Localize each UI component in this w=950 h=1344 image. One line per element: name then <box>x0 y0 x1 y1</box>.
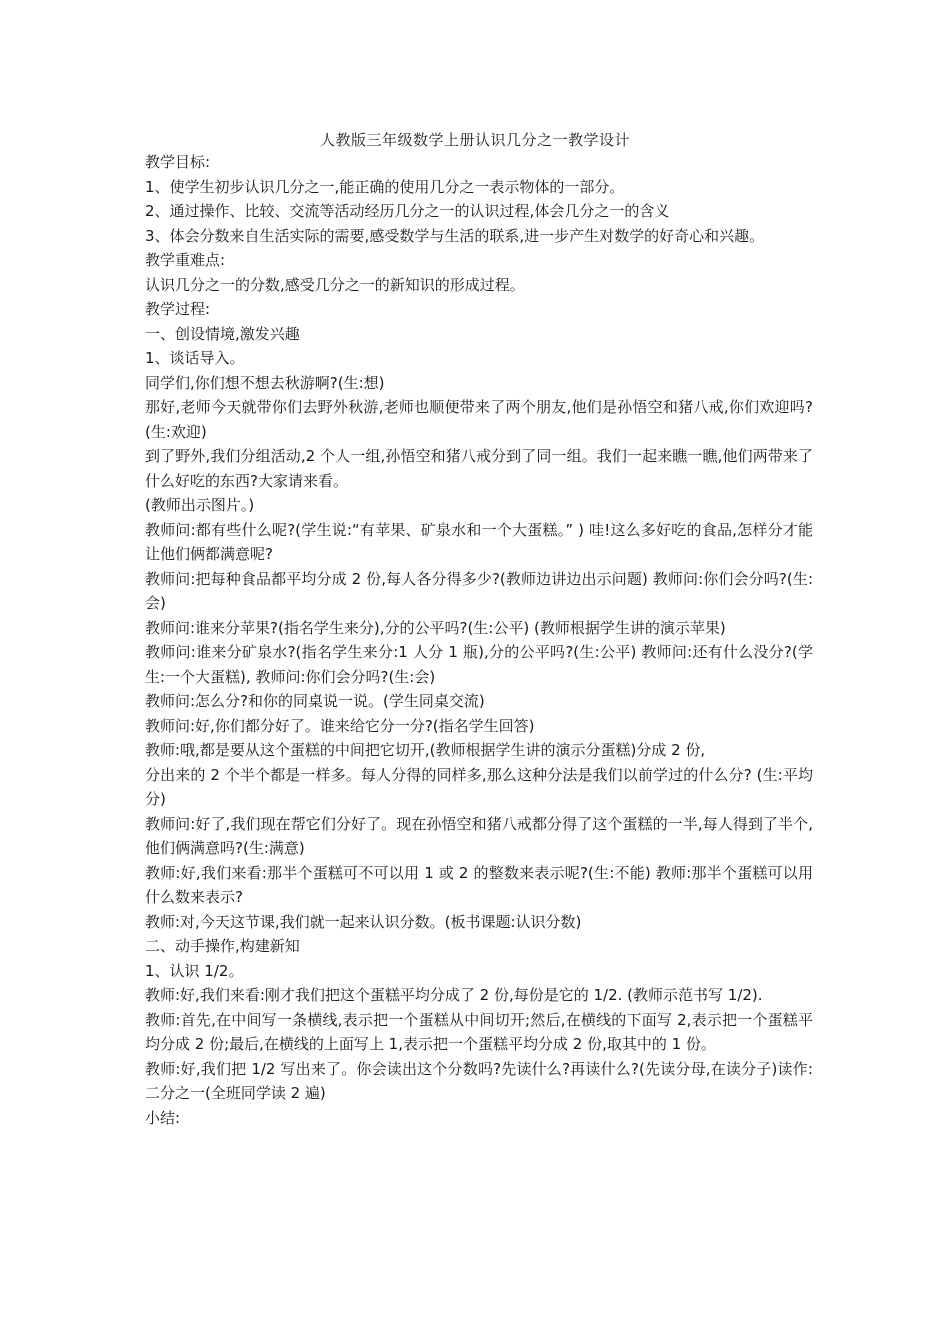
document-paragraph: 2、通过操作、比较、交流等活动经历几分之一的认识过程,体会几分之一的含义 <box>145 202 670 220</box>
document-paragraph: 1、谈话导入。 <box>145 349 245 367</box>
document-paragraph: 1、使学生初步认识几分之一,能正确的使用几分之一表示物体的一部分。 <box>145 177 625 196</box>
document-title: 人教版三年级数学上册认识几分之一教学设计 <box>319 131 630 149</box>
document-paragraph: 教师:对,今天这节课,我们就一起来认识分数。(板书课题:认识分数) <box>145 912 582 931</box>
document-body <box>145 150 813 1130</box>
document-paragraph: 教师问:把每种食品都平均分成 2 份,每人各分得多少?(教师边讲边出示问题) 教师问:你们会分吗?(生:会) <box>145 569 813 612</box>
document-paragraph: 分出来的 2 个半个都是一样多。每人分得的同样多,那么这种分法是我们以前学过的什么分? (生:平均分) <box>145 765 813 808</box>
document-paragraph: 教师问:好了,我们现在帮它们分好了。现在孙悟空和猪八戒都分得了这个蛋糕的一半,每人得到了半个,他们俩满意吗?(生:满意) <box>145 814 813 857</box>
document-paragraph: 同学们,你们想不想去秋游啊?(生:想) <box>145 373 385 392</box>
document-paragraph: 教师问:谁来分苹果?(指名学生来分),分的公平吗?(生:公平) (教师根据学生讲的演示苹果) <box>145 618 726 637</box>
document-paragraph: 教学重难点: <box>145 251 226 269</box>
document-paragraph: 教师:好,我们来看:那半个蛋糕可不可以用 1 或 2 的整数来表示呢?(生:不能) 教师:那半个蛋糕可以用什么数来表示? <box>145 863 813 906</box>
document-paragraph: 那好,老师今天就带你们去野外秋游,老师也顺便带来了两个朋友,他们是孙悟空和猪八戒,你们欢迎吗?(生:欢迎) <box>145 398 813 441</box>
document-paragraph: 教师问:谁来分矿泉水?(指名学生来分:1 人分 1 瓶),分的公平吗?(生:公平) 教师问:还有什么没分?(学生:一个大蛋糕), 教师问:你们会分吗?(生:会) <box>145 643 813 686</box>
document-paragraph: 一、创设情境,激发兴趣 <box>145 324 300 343</box>
document-paragraph: 3、体会分数来自生活实际的需要,感受数学与生活的联系,进一步产生对数学的好奇心和兴趣。 <box>145 226 765 245</box>
document-paragraph: (教师出示图片。) <box>145 496 255 514</box>
document-paragraph: 到了野外,我们分组活动,2 个人一组,孙悟空和猪八戒分到了同一组。我们一起来瞧一瞧,他们两带来了什么好吃的东西?大家请来看。 <box>145 447 813 490</box>
document-paragraph: 教师:哦,都是要从这个蛋糕的中间把它切开,(教师根据学生讲的演示分蛋糕)分成 2 份, <box>145 741 706 759</box>
document-paragraph: 小结: <box>145 1108 181 1127</box>
document-paragraph: 教师问:怎么分?和你的同桌说一说。(学生同桌交流) <box>145 692 485 710</box>
document-paragraph: 教师问:都有些什么呢?(学生说:“有苹果、矿泉水和一个大蛋糕。” ) 哇!这么多好吃的食品,怎样分才能让他们俩都满意呢? <box>145 520 813 563</box>
document-paragraph: 教师问:好,你们都分好了。谁来给它分一分?(指名学生回答) <box>145 716 535 735</box>
document-paragraph: 教师:首先,在中间写一条横线,表示把一个蛋糕从中间切开;然后,在横线的下面写 2,表示把一个蛋糕平均分成 2 份;最后,在横线的上面写上 1,表示把一个蛋糕平均分成 2 份,取其中的 1 份。 <box>145 1010 813 1053</box>
document-paragraph: 1、认识 1/2。 <box>145 961 244 980</box>
document-paragraph: 二、动手操作,构建新知 <box>145 937 300 955</box>
document-paragraph: 教学目标: <box>145 153 211 171</box>
document-paragraph: 教学过程: <box>145 300 211 318</box>
document-paragraph: 认识几分之一的分数,感受几分之一的新知识的形成过程。 <box>145 275 525 294</box>
document-paragraph: 教师:好,我们把 1/2 写出来了。你会读出这个分数吗?先读什么?再读什么?(先读分母,在读分子)读作:二分之一(全班同学读 2 遍) <box>145 1059 813 1102</box>
document-paragraph: 教师:好,我们来看:刚才我们把这个蛋糕平均分成了 2 份,每份是它的 1/2. (教师示范书写 1/2). <box>145 986 763 1004</box>
